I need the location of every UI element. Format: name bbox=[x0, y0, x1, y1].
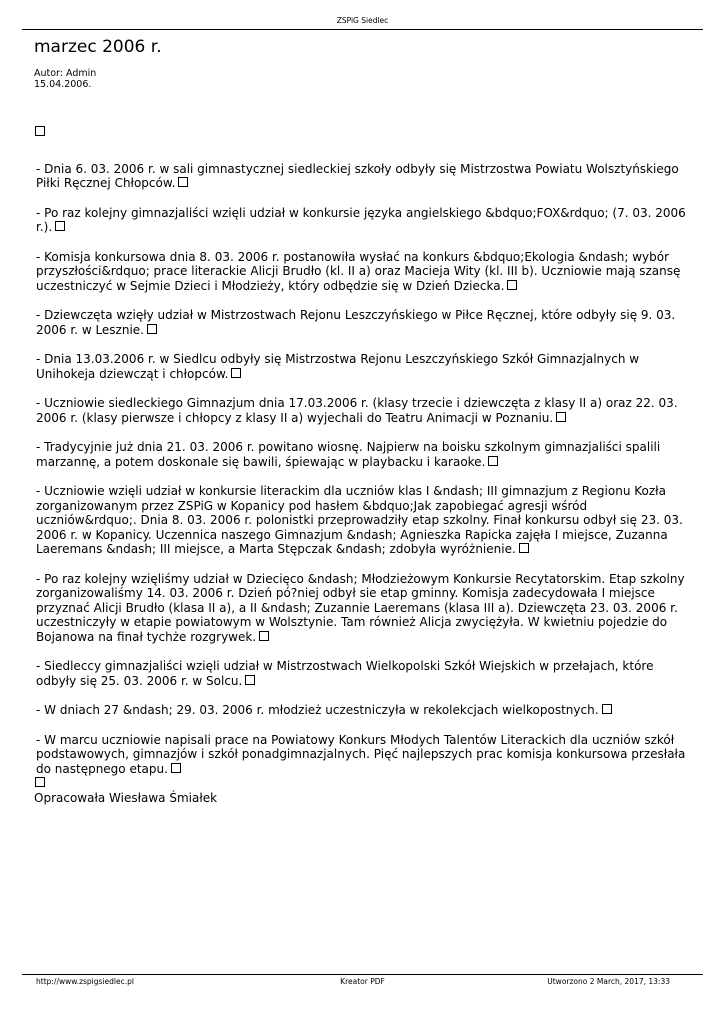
publish-date: 15.04.2006. bbox=[34, 79, 92, 90]
missing-glyph-box bbox=[507, 280, 517, 290]
missing-glyph-box bbox=[231, 368, 241, 378]
article-title: marzec 2006 r. bbox=[34, 37, 162, 57]
paragraph: - Dnia 6. 03. 2006 r. w sali gimnastycznej siedleckiej szkoły odbyły się Mistrzostwa Powiatu Wolsztyńskiego Piłki Ręcznej Chłopców. bbox=[36, 161, 679, 190]
footer-divider bbox=[22, 974, 703, 975]
paragraph: - W dniach 27 &ndash; 29. 03. 2006 r. młodzież uczestniczyła w rekolekcjach wielkopostnych. bbox=[34, 703, 690, 718]
paragraph: - Komisja konkursowa dnia 8. 03. 2006 r. postanowiła wysłać na konkurs &bdquo;Ekologia &ndash; wybór przyszłości&rdquo; prace literackie Alicji Brudło (kl. II a) oraz Macieja Wity (kl. III b). Uczniowie mają szansę uczestniczyć w Sejmie Dzieci i Młodzieży, który odbędzie się w Dzień Dziecka. bbox=[36, 249, 681, 293]
header-divider bbox=[22, 29, 703, 30]
missing-glyph-box bbox=[556, 412, 566, 422]
paragraph: - Dnia 13.03.2006 r. w Siedlcu odbyły się Mistrzostwa Rejonu Leszczyńskiego Szkół Gimnazjalnych w Unihokeja dziewcząt i chłopców. bbox=[36, 352, 640, 381]
paragraph: - Uczniowie wzięli udział w konkursie literackim dla uczniów klas I &ndash; III gimnazjum z Regionu Kozła zorganizowanym przez ZSPiG w Kopanicy pod hasłem &bdquo;Jak zapobiegać agresji wśród uczniów&rdquo;. Dnia 8. 03. 2006 r. polonistki przeprowadziły etap szkolny. Finał konkursu odbył się 23. 03. 2006 r. w Kopanicy. Uczennica naszego Gimnazjum &ndash; Agnieszka Rapicka zajęła I miejsce, Zuzanna Laeremans &ndash; III miejsce, a Marta Stępczak &ndash; zdobyła wyróżnienie. bbox=[36, 484, 683, 556]
missing-glyph-box bbox=[488, 456, 498, 466]
missing-glyph-box bbox=[519, 543, 529, 553]
paragraph: - Uczniowie siedleckiego Gimnazjum dnia 17.03.2006 r. (klasy trzecie i dziewczęta z klasy II a) oraz 22. 03. 2006 r. (klasy pierwsze i chłopcy z klasy II a) wyjechali do Teatru Animacji w Poznaniu. bbox=[36, 396, 678, 425]
paragraph: - Po raz kolejny gimnazjaliści wzięli udział w konkursie języka angielskiego &bdquo;FOX&rdquo; (7. 03. 2006 r.). bbox=[36, 205, 686, 234]
paragraph: - Po raz kolejny wzięliśmy udział w Dziecięco &ndash; Młodzieżowym Konkursie Recytatorskim. Etap szkolny zorganizowaliśmy 14. 03. 2006 r. Dzień pó?niej odbył sie etap gminny. Komisja zadecydowała I miejsce przyznać Alicji Brudło (klasa II a), a II &ndash; Zuzannie Laeremans (klasa III a). Dziewczęta 23. 03. 2006 r. uczestniczyły w etapie powiatowym w Wolsztynie. Tam również Alicja zwyciężyła. W kwietniu pojedzie do Bojanowa na finał tychże rozgrywek. bbox=[36, 571, 685, 644]
author-line: Autor: Admin bbox=[34, 68, 97, 79]
missing-glyph-box bbox=[602, 704, 612, 714]
site-name: ZSPiG Siedlec bbox=[336, 16, 389, 25]
footer-url[interactable]: http://www.zspigsiedlec.pl bbox=[36, 977, 134, 986]
missing-glyph-box bbox=[147, 324, 157, 334]
missing-glyph-box bbox=[178, 177, 188, 187]
paragraph: - W marcu uczniowie napisali prace na Powiatowy Konkurs Młodych Talentów Literackich dla uczniów szkół podstawowych, gimnazjów i szkół ponadgimnazjalnych. Pięć najlepszych prac komisja konkursowa przesłała do następnego etapu. bbox=[36, 732, 686, 776]
footer-generator: Kreator PDF bbox=[340, 977, 385, 986]
article-meta bbox=[34, 68, 96, 90]
missing-glyph-box bbox=[55, 221, 65, 231]
article-body bbox=[34, 125, 690, 805]
paragraph: - Tradycyjnie już dnia 21. 03. 2006 r. powitano wiosnę. Najpierw na boisku szkolnym gimnazjaliści spalili marzannę, a potem doskonale się bawili, śpiewając w playbacku i karaoke. bbox=[36, 440, 661, 469]
missing-glyph-box bbox=[259, 631, 269, 641]
missing-glyph-box bbox=[171, 763, 181, 773]
paragraph: - Siedleccy gimnazjaliści wzięli udział w Mistrzostwach Wielkopolski Szkół Wiejskich w przełajach, które odbyły się 25. 03. 2006 r. w Solcu. bbox=[36, 659, 654, 688]
missing-glyph-box bbox=[245, 675, 255, 685]
paragraph: - Dziewczęta wzięły udział w Mistrzostwach Rejonu Leszczyńskiego w Piłce Ręcznej, które odbyły się 9. 03. 2006 r. w Lesznie. bbox=[36, 308, 676, 337]
footer-created: Utworzono 2 March, 2017, 13:33 bbox=[547, 977, 670, 986]
missing-glyph-box bbox=[34, 125, 690, 140]
missing-glyph-box bbox=[34, 776, 690, 791]
signature: Opracowała Wiesława Śmiałek bbox=[34, 790, 218, 805]
